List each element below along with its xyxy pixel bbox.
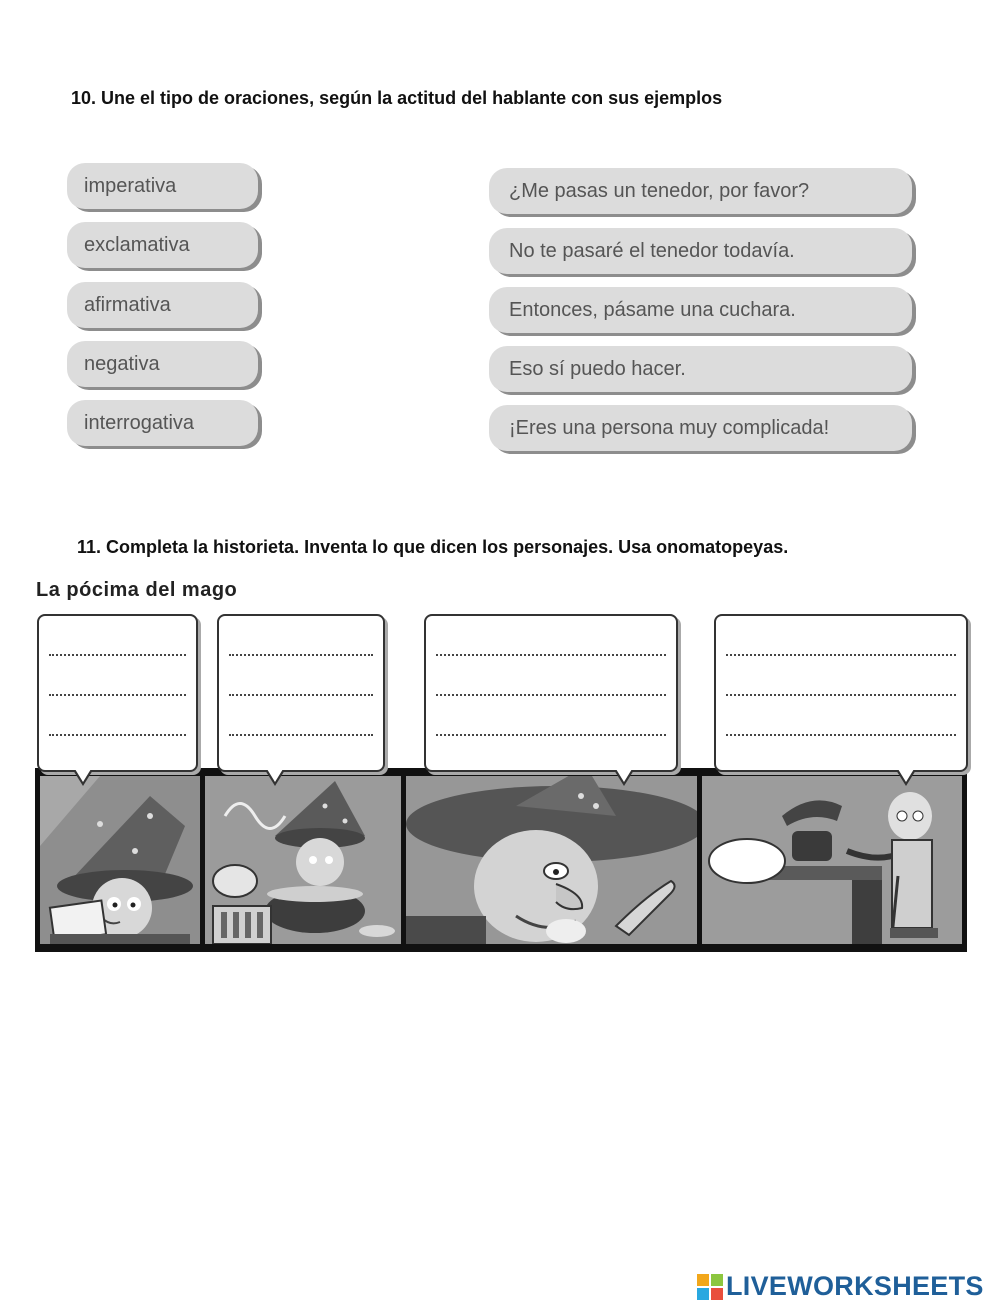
answer-line[interactable] (49, 654, 186, 656)
type-label: negativa (84, 352, 160, 375)
comic-panel-1 (40, 776, 200, 944)
example-label: Entonces, pásame una cuchara. (509, 298, 796, 321)
answer-line[interactable] (436, 694, 666, 696)
wizard-reading-letter-illustration (40, 776, 200, 944)
type-label: interrogativa (84, 411, 195, 434)
type-label: afirmativa (84, 293, 171, 316)
answer-line[interactable] (726, 734, 956, 736)
speech-bubble-3[interactable] (424, 614, 678, 772)
type-exclamativa[interactable] (67, 222, 258, 268)
type-label: exclamativa (84, 233, 190, 256)
comic-panel-3 (406, 776, 697, 944)
answer-line[interactable] (726, 654, 956, 656)
answer-line[interactable] (229, 694, 373, 696)
type-imperativa[interactable] (67, 163, 258, 209)
answer-line[interactable] (49, 734, 186, 736)
answer-line[interactable] (229, 654, 373, 656)
type-negativa[interactable] (67, 341, 258, 387)
wizard-brewing-potion-illustration (205, 776, 401, 944)
type-label: imperativa (84, 174, 177, 197)
wizard-closeup-illustration (406, 776, 697, 944)
liveworksheets-logo[interactable] (697, 1271, 984, 1302)
example-label: ¡Eres una persona muy complicada! (509, 416, 830, 439)
bubble-tail (73, 770, 93, 786)
comic-panel-2 (205, 776, 401, 944)
example-1[interactable] (489, 168, 912, 214)
empty-speech-balloon[interactable] (709, 839, 785, 883)
example-4[interactable] (489, 346, 912, 392)
logo-text: LIVEWORKSHEETS (726, 1271, 984, 1301)
answer-line[interactable] (436, 654, 666, 656)
question-10-title: 10. Une el tipo de oraciones, según la actitud del hablante con sus ejemplos (71, 88, 723, 108)
old-woman-with-telephone-illustration (702, 776, 962, 944)
answer-line[interactable] (726, 694, 956, 696)
comic-panel-4 (702, 776, 962, 944)
example-label: Eso sí puedo hacer. (509, 357, 686, 380)
speech-bubble-4[interactable] (714, 614, 968, 772)
answer-line[interactable] (436, 734, 666, 736)
comic-strip (35, 768, 967, 952)
liveworksheets-logo-icon (697, 1274, 723, 1300)
answer-line[interactable] (229, 734, 373, 736)
example-2[interactable] (489, 228, 912, 274)
type-afirmativa[interactable] (67, 282, 258, 328)
question-11-title: 11. Completa la historieta. Inventa lo que dicen los personajes. Usa onomatopeyas. (77, 537, 789, 557)
bubble-tail (614, 770, 634, 786)
speech-bubble-1[interactable] (37, 614, 198, 772)
bubble-tail (265, 770, 285, 786)
example-label: ¿Me pasas un tenedor, por favor? (509, 179, 810, 202)
example-3[interactable] (489, 287, 912, 333)
bubble-tail (896, 770, 916, 786)
answer-line[interactable] (49, 694, 186, 696)
type-interrogativa[interactable] (67, 400, 258, 446)
example-5[interactable] (489, 405, 912, 451)
example-label: No te pasaré el tenedor todavía. (509, 239, 795, 262)
comic-title: La pócima del mago (36, 579, 238, 601)
speech-bubble-2[interactable] (217, 614, 385, 772)
